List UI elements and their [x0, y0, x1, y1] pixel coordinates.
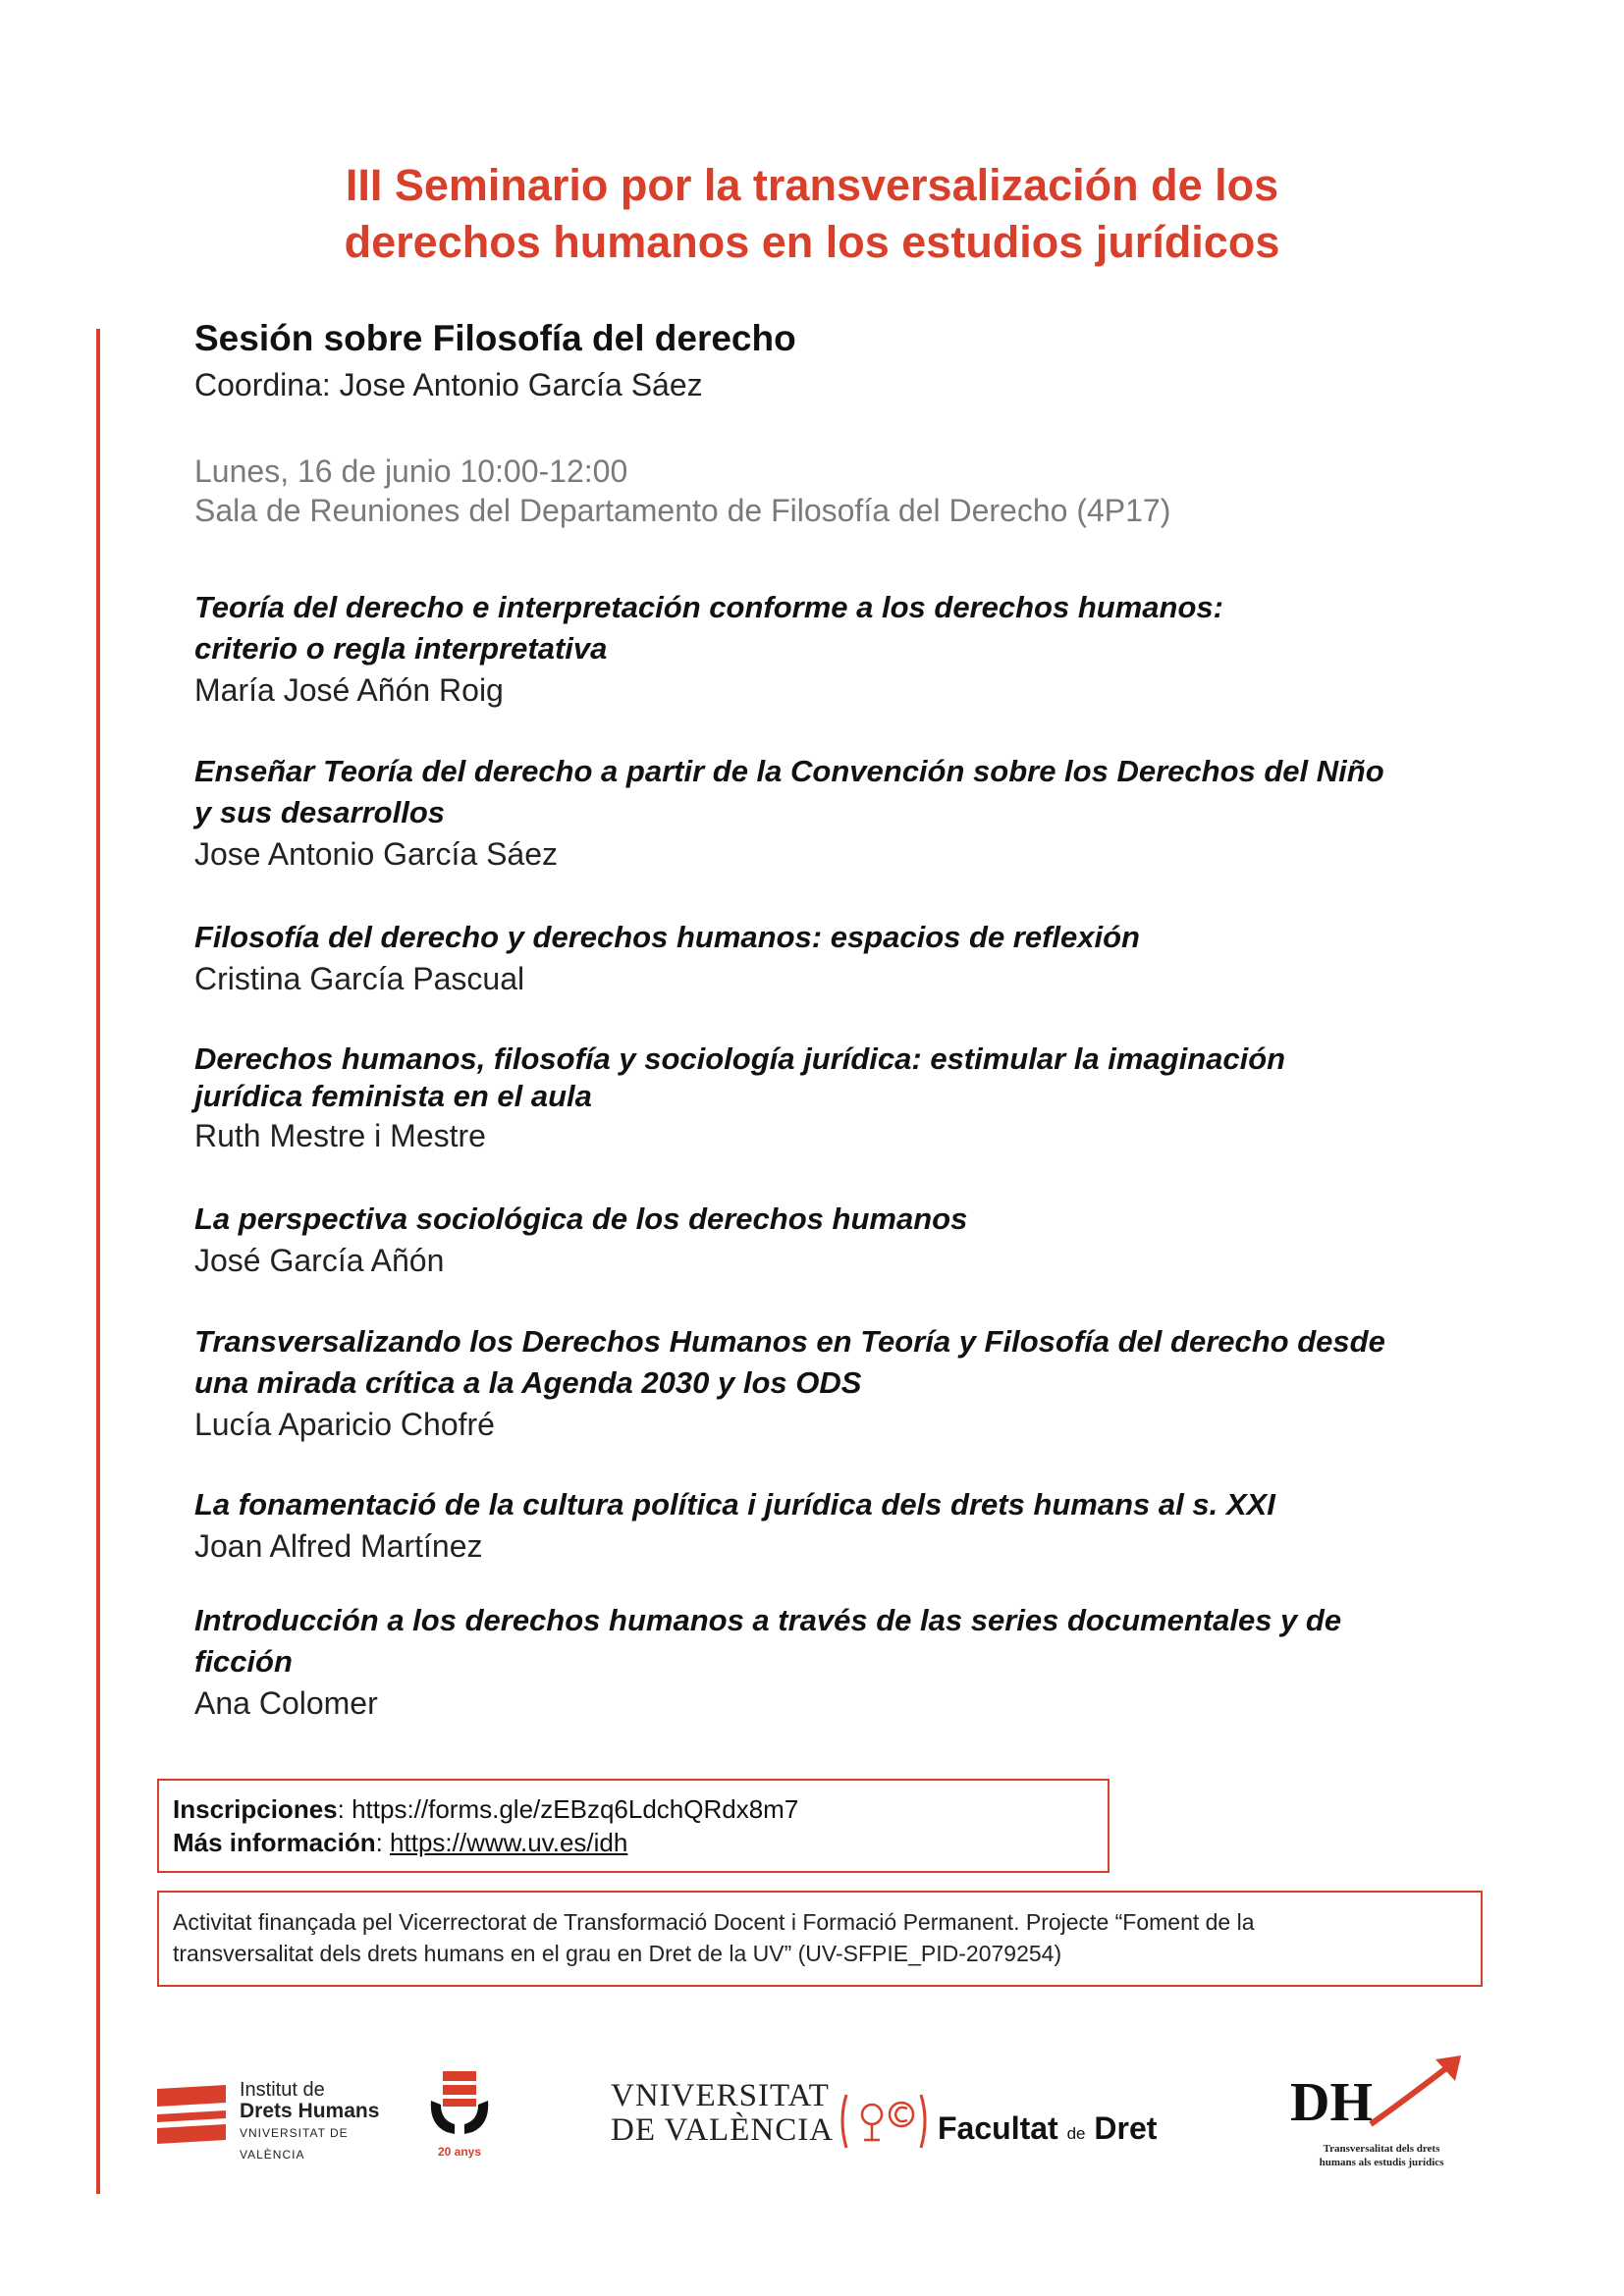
uv-line-1: VNIVERSITAT — [611, 2078, 830, 2113]
talk-title-line-1: Introducción a los derechos humanos a través de las series documentales y de — [194, 1603, 1342, 1637]
uv-seal-icon — [837, 2091, 931, 2152]
left-accent-rule — [96, 329, 100, 2194]
anniversary-caption: 20 anys — [437, 2145, 482, 2159]
registration-row: Inscripciones: https://forms.gle/zEBzq6LdchQRdx8m7 — [173, 1794, 799, 1824]
dh-subtitle-line-2: humans als estudis jurídics — [1319, 2157, 1444, 2168]
talk-title — [194, 587, 1500, 669]
talk-title — [194, 1041, 1500, 1115]
talk-speaker: Joan Alfred Martínez — [194, 1528, 483, 1564]
idh-mark-icon — [157, 2085, 228, 2144]
seminar-title — [196, 157, 1428, 271]
registration-link[interactable]: https://forms.gle/zEBzq6LdchQRdx8m7 — [352, 1794, 799, 1824]
talk-title-line-1: Enseñar Teoría del derecho a partir de la Convención sobre los Derechos del Niño — [194, 754, 1384, 788]
idh-line-2: Drets Humans — [240, 2100, 380, 2122]
idh-line-3: VNIVERSITAT DE VALÈNCIA — [240, 2126, 349, 2162]
funding-box — [157, 1891, 1483, 1987]
funding-text-line-2: transversalitat dels drets humans en el grau en Dret de la UV” (UV-SFPIE_PID-2079254) — [173, 1941, 1062, 1966]
anniversary-logo — [424, 2069, 495, 2163]
talk-title — [194, 1199, 1500, 1240]
faculty-de: de — [1066, 2124, 1086, 2143]
dh-transversalitat-logo — [1286, 2052, 1469, 2169]
talk-item — [194, 1199, 1500, 1281]
talk-title — [194, 1321, 1500, 1404]
talk-speaker: Ana Colomer — [194, 1685, 378, 1721]
idh-text — [240, 2079, 403, 2165]
talk-item — [194, 751, 1500, 875]
session-header — [194, 314, 1471, 406]
funding-text-line-1: Activitat finançada pel Vicerrectorat de Transformació Docent i Formació Permanent. Projecte “Foment de la — [173, 1909, 1255, 1935]
talk-item — [194, 1041, 1500, 1156]
hands-icon — [425, 2069, 494, 2140]
seminar-title-line-1: III Seminario por la transversalización de los — [345, 160, 1279, 210]
more-info-link[interactable]: https://www.uv.es/idh — [390, 1828, 628, 1857]
talk-item — [194, 587, 1500, 711]
session-title: Sesión sobre Filosofía del derecho — [194, 318, 796, 358]
talk-title-line-2: una mirada crítica a la Agenda 2030 y los ODS — [194, 1365, 862, 1400]
arrow-up-right-icon — [1365, 2052, 1469, 2130]
faculty-dret: Dret — [1094, 2110, 1158, 2146]
session-date-time: Lunes, 16 de junio 10:00-12:00 — [194, 454, 628, 489]
facultat-dret-logo — [938, 2110, 1157, 2147]
talk-title — [194, 917, 1500, 958]
more-info-label: Más información — [173, 1828, 376, 1857]
talk-title-line-1: Transversalizando los Derechos Humanos en Teoría y Filosofía del derecho desde — [194, 1324, 1385, 1359]
talk-title-line-2: jurídica feminista en el aula — [194, 1079, 592, 1113]
talk-item — [194, 1484, 1500, 1567]
talk-speaker: María José Añón Roig — [194, 672, 504, 708]
talk-item — [194, 1321, 1500, 1445]
session-coordinator: Coordina: Jose Antonio García Sáez — [194, 367, 703, 402]
talk-item — [194, 1600, 1500, 1724]
registration-box — [157, 1779, 1110, 1873]
dh-subtitle — [1288, 2142, 1475, 2169]
talk-speaker: José García Añón — [194, 1243, 445, 1278]
talk-title — [194, 1484, 1500, 1525]
talk-title-line-1: La fonamentació de la cultura política i jurídica dels drets humans al s. XXI — [194, 1487, 1275, 1522]
talk-title-line-1: Filosofía del derecho y derechos humanos: espacios de reflexión — [194, 920, 1140, 954]
talk-speaker: Lucía Aparicio Chofré — [194, 1407, 495, 1442]
talk-title-line-2: criterio o regla interpretativa — [194, 631, 608, 666]
faculty-word: Facultat — [938, 2110, 1058, 2146]
dh-subtitle-line-1: Transversalitat dels drets — [1323, 2143, 1440, 2155]
uv-line-2: DE VALÈNCIA — [611, 2112, 835, 2148]
talk-title-line-2: y sus desarrollos — [194, 795, 446, 829]
dh-mark: DH — [1290, 2072, 1373, 2133]
idh-line-1: Institut de — [240, 2079, 325, 2101]
talk-speaker: Jose Antonio García Sáez — [194, 836, 558, 872]
seminar-title-line-2: derechos humanos en los estudios jurídicos — [344, 217, 1280, 267]
more-info-row: Más información: https://www.uv.es/idh — [173, 1828, 628, 1857]
registration-label: Inscripciones — [173, 1794, 338, 1824]
session-when-where — [194, 452, 1471, 530]
talk-title-line-1: Teoría del derecho e interpretación conforme a los derechos humanos: — [194, 590, 1223, 624]
universitat-valencia-logo — [611, 2079, 935, 2158]
talk-title-line-1: La perspectiva sociológica de los derechos humanos — [194, 1201, 968, 1236]
talk-title-line-2: ficción — [194, 1644, 293, 1679]
session-location: Sala de Reuniones del Departamento de Filosofía del Derecho (4P17) — [194, 493, 1171, 528]
talk-speaker: Cristina García Pascual — [194, 961, 525, 996]
talk-title — [194, 751, 1500, 833]
talk-speaker: Ruth Mestre i Mestre — [194, 1118, 486, 1153]
talk-title-line-1: Derechos humanos, filosofía y sociología jurídica: estimular la imaginación — [194, 1041, 1286, 1076]
institut-drets-humans-logo — [157, 2079, 403, 2162]
talk-title — [194, 1600, 1500, 1682]
talk-item — [194, 917, 1500, 999]
